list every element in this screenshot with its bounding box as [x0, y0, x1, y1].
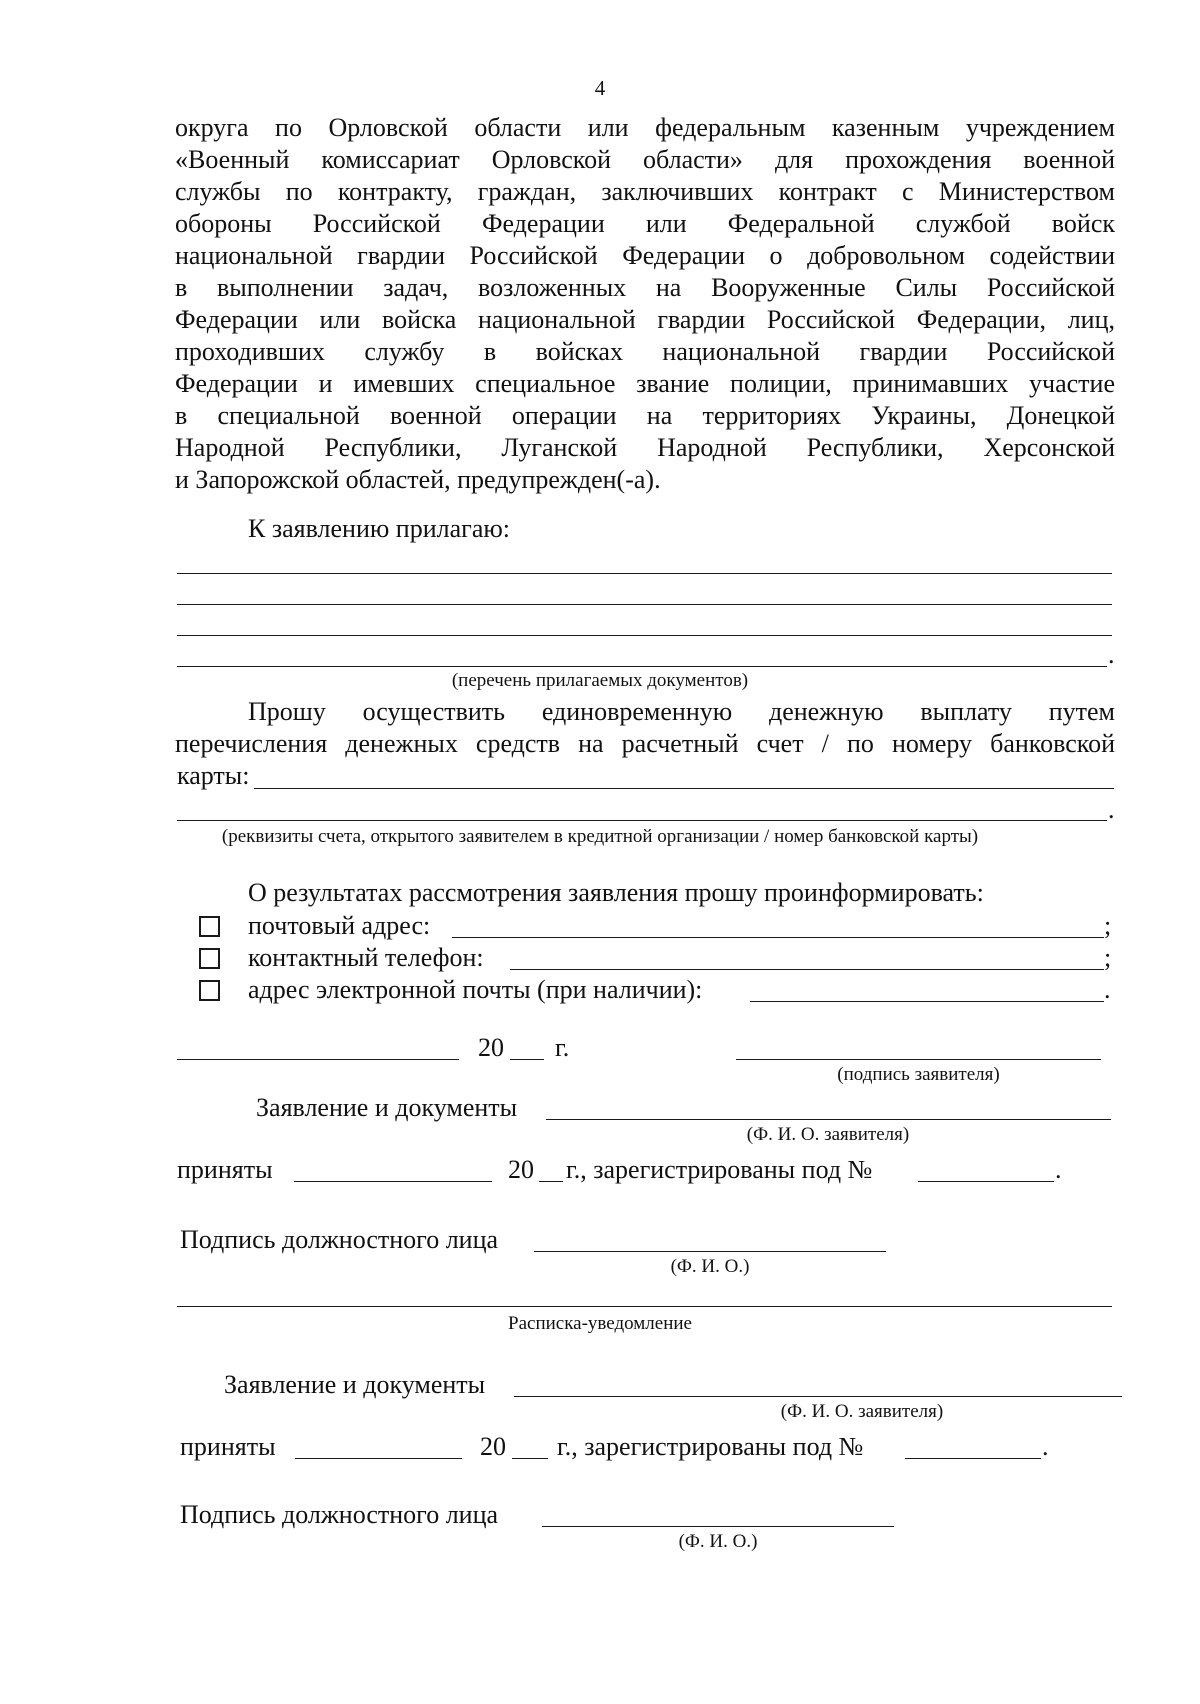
- attachment-line[interactable]: [177, 635, 1112, 636]
- attachments-end-mark: .: [1108, 640, 1115, 669]
- intro-line: Федерации или войска национальной гвардии Российской Федерации, лиц,: [175, 305, 1115, 334]
- receipt-accepted: приняты: [180, 1432, 276, 1461]
- acceptance-number-line[interactable]: [918, 1181, 1054, 1182]
- attachment-line[interactable]: [177, 666, 1107, 667]
- phone-checkbox[interactable]: [199, 948, 220, 969]
- postal-input-line[interactable]: [452, 937, 1104, 938]
- attachment-line[interactable]: [177, 573, 1112, 574]
- receipt-fio-caption: (Ф. И. О. заявителя): [780, 1401, 944, 1422]
- acceptance-registered: г., зарегистрированы под №: [566, 1155, 873, 1184]
- intro-line: службы по контракту, граждан, заключивших контракт с Министерством: [175, 177, 1115, 206]
- notify-heading: О результатах рассмотрения заявления прошу проинформировать:: [248, 878, 984, 907]
- section-divider: [177, 1306, 1112, 1307]
- acceptance-label: Заявление и документы: [256, 1093, 518, 1122]
- receipt-number-line[interactable]: [905, 1458, 1041, 1459]
- acceptance-end-mark: .: [1055, 1155, 1062, 1184]
- receipt-end-mark: .: [1042, 1432, 1049, 1461]
- acceptance-accepted: приняты: [177, 1155, 273, 1184]
- receipt-fio-line[interactable]: [514, 1396, 1122, 1397]
- postal-label: почтовый адрес:: [248, 911, 431, 940]
- postal-end: ;: [1104, 911, 1112, 940]
- applicant-signature-line[interactable]: [736, 1059, 1101, 1060]
- payment-account-line[interactable]: [254, 788, 1114, 789]
- email-label: адрес электронной почты (при наличии):: [248, 975, 703, 1004]
- email-end: .: [1104, 975, 1111, 1004]
- applicant-signature-caption: (подпись заявителя): [837, 1064, 1000, 1085]
- intro-line: в выполнении задач, возложенных на Вооруженные Силы Российской: [175, 273, 1115, 302]
- intro-line: и Запорожской областей, предупрежден(-а).: [175, 465, 661, 494]
- payment-line: Прошу осуществить единовременную денежную выплату путем: [248, 697, 1115, 726]
- intro-line: в специальной военной операции на территориях Украины, Донецкой: [175, 401, 1115, 430]
- attachments-caption: (перечень прилагаемых документов): [451, 670, 749, 691]
- receipt-registered: г., зарегистрированы под №: [557, 1432, 864, 1461]
- acceptance-official-line[interactable]: [534, 1251, 886, 1252]
- acceptance-official-caption: (Ф. И. О.): [670, 1256, 750, 1277]
- date-year-prefix: 20: [478, 1033, 504, 1062]
- payment-caption: (реквизиты счета, открытого заявителем в кредитной организации / номер банковской карты): [221, 826, 979, 847]
- acceptance-year-prefix: 20: [508, 1155, 534, 1184]
- payment-label: карты:: [177, 761, 250, 790]
- intro-line: округа по Орловской области или федеральным казенным учреждением: [175, 113, 1115, 142]
- receipt-official-label: Подпись должностного лица: [180, 1500, 499, 1529]
- intro-line: Народной Республики, Луганской Народной Республики, Херсонской: [175, 433, 1115, 462]
- intro-line: проходивших службу в войсках национальной гвардии Российской: [175, 337, 1115, 366]
- email-checkbox[interactable]: [199, 980, 220, 1001]
- acceptance-fio-line[interactable]: [546, 1119, 1111, 1120]
- payment-account-line[interactable]: [177, 820, 1107, 821]
- acceptance-official-label: Подпись должностного лица: [180, 1225, 499, 1254]
- date-line[interactable]: [177, 1059, 459, 1060]
- acceptance-fio-caption: (Ф. И. О. заявителя): [746, 1124, 910, 1145]
- payment-end-mark: .: [1108, 795, 1115, 824]
- receipt-official-line[interactable]: [542, 1526, 894, 1527]
- email-input-line[interactable]: [750, 1001, 1104, 1002]
- attachment-line[interactable]: [177, 604, 1112, 605]
- receipt-date-line[interactable]: [295, 1458, 462, 1459]
- receipt-title: Расписка-уведомление: [508, 1313, 692, 1334]
- receipt-year-line[interactable]: [512, 1458, 548, 1459]
- date-year-line[interactable]: [510, 1059, 544, 1060]
- intro-line: национальной гвардии Российской Федерации о добровольном содействии: [175, 241, 1115, 270]
- phone-label: контактный телефон:: [248, 943, 484, 972]
- attachments-heading: К заявлению прилагаю:: [248, 514, 511, 543]
- payment-line: перечисления денежных средств на расчетный счет / по номеру банковской: [175, 729, 1115, 758]
- phone-end: ;: [1104, 943, 1112, 972]
- acceptance-date-line[interactable]: [294, 1181, 492, 1182]
- receipt-label: Заявление и документы: [224, 1370, 486, 1399]
- receipt-official-caption: (Ф. И. О.): [678, 1531, 758, 1552]
- intro-paragraph: [175, 112, 1115, 496]
- receipt-year-prefix: 20: [480, 1432, 506, 1461]
- intro-line: «Военный комиссариат Орловской области» для прохождения военной: [175, 145, 1115, 174]
- page-number: 4: [594, 76, 606, 100]
- date-year-suffix: г.: [555, 1033, 570, 1062]
- intro-line: Федерации и имевших специальное звание полиции, принимавших участие: [175, 369, 1115, 398]
- phone-input-line[interactable]: [510, 969, 1104, 970]
- postal-checkbox[interactable]: [199, 916, 220, 937]
- acceptance-year-line[interactable]: [539, 1181, 563, 1182]
- payment-paragraph: [175, 696, 1115, 760]
- intro-line: обороны Российской Федерации или Федеральной службой войск: [175, 209, 1115, 238]
